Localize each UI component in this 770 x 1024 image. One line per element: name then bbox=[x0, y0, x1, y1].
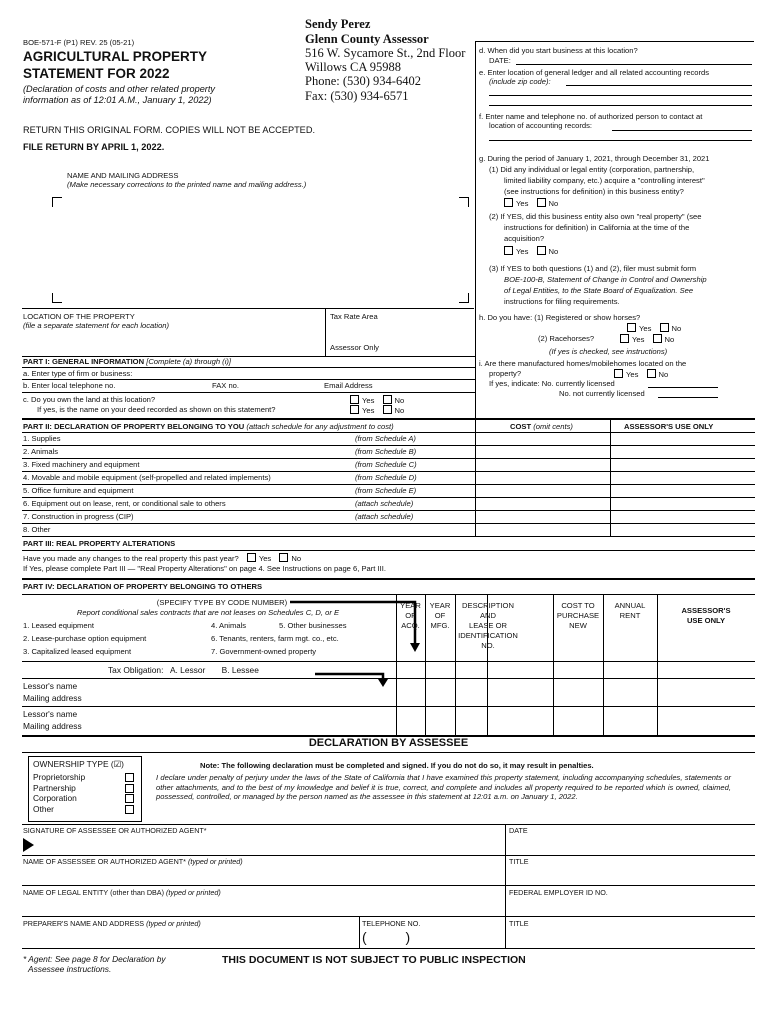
assessor-only-label: Assessor Only bbox=[330, 343, 379, 352]
assessor-phone: Phone: (530) 934-6402 bbox=[305, 74, 421, 88]
col-assessor-header-line: ASSESSOR'S bbox=[681, 606, 731, 615]
part2-item-schedule: (from Schedule D) bbox=[355, 473, 417, 482]
col-year-mfg-header-line: YEAR bbox=[429, 601, 451, 610]
q-e-note: (include zip code): bbox=[489, 77, 551, 86]
col-description-header-line: DESCRIPTION bbox=[462, 601, 514, 610]
part2-item-label: 4. Movable and mobile equipment (self-propelled and related implements) bbox=[23, 473, 271, 482]
return-notice: RETURN THIS ORIGINAL FORM. COPIES WILL NOT BE ACCEPTED. bbox=[23, 125, 316, 135]
part3-title: PART III: REAL PROPERTY ALTERATIONS bbox=[23, 539, 176, 548]
declaration-title: DECLARATION BY ASSESSEE bbox=[308, 737, 469, 749]
mailing-address-2: Mailing address bbox=[23, 721, 82, 731]
assessor-name: Sendy Perez bbox=[305, 17, 371, 31]
location-note: (file a separate statement for each location) bbox=[23, 321, 170, 330]
mailing-note: (Make necessary corrections to the printed name and mailing address.) bbox=[67, 180, 307, 189]
code-6: 6. Tenants, renters, farm mgt. co., etc. bbox=[211, 634, 339, 643]
q-e: e. Enter location of general ledger and all related accounting records bbox=[479, 68, 710, 77]
part2-title-note: (attach schedule for any adjustment to cost) bbox=[246, 422, 394, 431]
lessor-name-2: Lessor's name bbox=[23, 709, 78, 719]
telephone-field[interactable]: ( ) bbox=[362, 929, 411, 945]
col-description-header-line: NO. bbox=[481, 641, 495, 650]
part1-fax: FAX no. bbox=[212, 381, 240, 390]
location-label: LOCATION OF THE PROPERTY bbox=[23, 312, 135, 321]
tax-obligation-label: Tax Obligation: bbox=[108, 665, 164, 675]
col-rent-header-line: ANNUAL bbox=[614, 601, 646, 610]
q-i-4: No. not currently licensed bbox=[559, 389, 645, 398]
declaration-note: Note: The following declaration must be completed and signed. If you do not do so, it may result in penalties. bbox=[200, 761, 594, 770]
ownership-type-option: Corporation bbox=[33, 793, 77, 803]
code-3: 3. Capitalized leased equipment bbox=[23, 647, 132, 656]
part2-item-label: 6. Equipment out on lease, rent, or conditional sale to others bbox=[23, 499, 226, 508]
code-2: 2. Lease-purchase option equipment bbox=[23, 634, 147, 643]
q-f-2: location of accounting records: bbox=[489, 121, 592, 130]
part2-item-label: 3. Fixed machinery and equipment bbox=[23, 460, 140, 469]
q-g3-line4: instructions for filing requirements. bbox=[504, 297, 620, 306]
title-label-2: TITLE bbox=[509, 919, 529, 928]
col-description-header-line: AND bbox=[479, 611, 497, 620]
mailing-address-1: Mailing address bbox=[23, 693, 82, 703]
date-field[interactable] bbox=[509, 836, 749, 854]
part1-c1: c. Do you own the land at this location? bbox=[23, 395, 156, 404]
q-i-2: property? bbox=[489, 369, 522, 378]
q-i-1: i. Are there manufactured homes/mobilehomes located on the bbox=[479, 359, 687, 368]
public-inspection-notice: THIS DOCUMENT IS NOT SUBJECT TO PUBLIC INSPECTION bbox=[222, 954, 526, 966]
q-h2: (2) Racehorses? bbox=[538, 334, 595, 343]
part2-item-label: 2. Animals bbox=[23, 447, 59, 456]
form-title-line1: AGRICULTURAL PROPERTY bbox=[23, 49, 208, 64]
ownership-type-option: Proprietorship bbox=[33, 772, 86, 782]
file-by-notice: FILE RETURN BY APRIL 1, 2022. bbox=[23, 142, 165, 152]
col-description-header-line: LEASE OR bbox=[469, 621, 507, 630]
ownership-type-checkbox[interactable] bbox=[125, 794, 134, 803]
lessor-name-1: Lessor's name bbox=[23, 681, 78, 691]
title-field-2[interactable] bbox=[509, 929, 749, 945]
q-g1-line3: (see instructions for definition) in this business entity? bbox=[504, 187, 684, 196]
col-year-acq-header-line: YEAR bbox=[400, 601, 421, 610]
preparer-field[interactable] bbox=[23, 929, 353, 945]
signature-field[interactable] bbox=[40, 836, 500, 854]
ownership-type-label: OWNERSHIP TYPE (☑) bbox=[33, 759, 124, 769]
part2-item-label: 8. Other bbox=[23, 525, 51, 534]
form-title-line2: STATEMENT FOR 2022 bbox=[23, 66, 170, 81]
q-i-3: If yes, indicate: No. currently licensed bbox=[489, 379, 615, 388]
part2-item-schedule: (from Schedule C) bbox=[355, 460, 417, 469]
assessor-use-header: ASSESSOR'S USE ONLY bbox=[624, 422, 714, 431]
col-cost-header-line: COST TO bbox=[561, 601, 595, 610]
legal-entity-field[interactable] bbox=[23, 898, 501, 914]
col-year-mfg-header-line: MFG. bbox=[430, 621, 450, 630]
q-g3-line3: of Legal Entities, to the State Board of Equalization. See bbox=[504, 286, 694, 295]
q-f-1: f. Enter name and telephone no. of authorized person to contact at bbox=[479, 112, 703, 121]
agent-name-label: NAME OF ASSESSEE OR AUTHORIZED AGENT* bbox=[23, 857, 186, 866]
part2-item-schedule: (from Schedule B) bbox=[355, 447, 417, 456]
q-g: g. During the period of January 1, 2021, through December 31, 2021 bbox=[479, 154, 710, 163]
assessor-office: Glenn County Assessor bbox=[305, 32, 429, 46]
col-assessor-header bbox=[657, 606, 755, 626]
q-g2-line2: instructions for definition) in California at the time of the bbox=[504, 223, 690, 232]
code-1: 1. Leased equipment bbox=[23, 621, 94, 630]
declaration-text: I declare under penalty of perjury under the laws of the State of California that I have examined this property statement, including accompanying schedules, statements or other attachments, and to the best of my knowledge and belief it is true, correct, and complete and includes all property required to be reported which is owned, claimed, possessed, controlled, or managed by the person named as the assessee in this statement at 12:01 a.m. on January 1, 2022. bbox=[156, 773, 731, 802]
agent-note-line2: Assessee instructions. bbox=[28, 964, 112, 974]
agent-note-line1: * Agent: See page 8 for Declaration by bbox=[23, 954, 166, 964]
q-g2-line1: (2) If YES, did this business entity also own "real property" (see bbox=[489, 212, 702, 221]
cost-header: COST bbox=[510, 422, 532, 431]
part2-item-label: 1. Supplies bbox=[23, 434, 61, 443]
mailing-label: NAME AND MAILING ADDRESS bbox=[67, 171, 179, 180]
q-h-note: (If yes is checked, see instructions) bbox=[549, 347, 668, 356]
q-d-date-label: DATE: bbox=[489, 56, 511, 65]
part1-title-note: [Complete (a) through (i)] bbox=[146, 357, 232, 366]
ownership-type-checkbox[interactable] bbox=[125, 773, 134, 782]
cost-header-note: (omit cents) bbox=[533, 422, 573, 431]
q-d: d. When did you start business at this location? bbox=[479, 46, 638, 55]
date-label: DATE bbox=[509, 826, 528, 835]
q-g1-line2: limited liability company, etc.) acquire a "controlling interest" bbox=[504, 176, 705, 185]
arrow-tax-obligation bbox=[315, 674, 383, 680]
tax-obligation-lessee[interactable]: B. Lessee bbox=[221, 665, 259, 675]
sign-here-arrow-icon bbox=[23, 838, 34, 852]
q-h: h. Do you have: (1) Registered or show horses? bbox=[479, 313, 641, 322]
preparer-label: PREPARER'S NAME AND ADDRESS bbox=[23, 919, 145, 928]
col-year-acq-header bbox=[396, 601, 425, 631]
fein-field[interactable] bbox=[509, 898, 749, 914]
code-4: 4. Animals bbox=[211, 621, 247, 630]
part2-item-label: 7. Construction in progress (CIP) bbox=[23, 512, 134, 521]
col-rent-header bbox=[603, 601, 657, 621]
ownership-type-checkbox[interactable] bbox=[125, 805, 134, 814]
part4-title: PART IV: DECLARATION OF PROPERTY BELONGING TO OTHERS bbox=[23, 582, 263, 591]
part2-item-label: 5. Office furniture and equipment bbox=[23, 486, 134, 495]
part1-a: a. Enter type of firm or business: bbox=[23, 369, 133, 378]
assessor-fax: Fax: (530) 934-6571 bbox=[305, 89, 409, 103]
part1-title: PART I: GENERAL INFORMATION bbox=[23, 357, 145, 366]
form-subtitle: (Declaration of costs and other related property information as of 12:01 A.M., January 1, 2022) bbox=[23, 84, 216, 105]
agent-name-field[interactable] bbox=[23, 867, 501, 883]
col-year-mfg-header bbox=[425, 601, 455, 631]
col-cost-header-line: PURCHASE bbox=[556, 611, 600, 620]
part1-b: b. Enter local telephone no. bbox=[23, 381, 116, 390]
assessor-street: 516 W. Sycamore St., 2nd Floor bbox=[305, 46, 466, 60]
fein-label: FEDERAL EMPLOYER ID NO. bbox=[509, 888, 608, 897]
assessor-city: Willows CA 95988 bbox=[305, 60, 402, 74]
arrow-tax-obligation-head bbox=[378, 679, 388, 687]
col-description-header-line: IDENTIFICATION bbox=[458, 631, 518, 640]
part3-note: If Yes, please complete Part III — "Real Property Alterations" on page 4. See Instructions on page 6, Part III. bbox=[23, 564, 386, 573]
col-cost-header-line: NEW bbox=[569, 621, 587, 630]
col-year-acq-header-line: ACQ. bbox=[401, 621, 420, 630]
ownership-type-checkbox[interactable] bbox=[125, 784, 134, 793]
ownership-type-option: Partnership bbox=[33, 782, 76, 793]
col-year-acq-header-line: OF bbox=[405, 611, 416, 620]
part4-specify: (SPECIFY TYPE BY CODE NUMBER) bbox=[156, 598, 288, 607]
part2-item-schedule: (from Schedule A) bbox=[355, 434, 416, 443]
legal-entity-label: NAME OF LEGAL ENTITY (other than DBA) bbox=[23, 888, 164, 897]
part2-item-schedule: (attach schedule) bbox=[355, 512, 414, 521]
q-g3-line2: BOE-100-B, Statement of Change in Control and Ownership bbox=[504, 275, 707, 284]
code-5: 5. Other businesses bbox=[279, 621, 347, 630]
part1-email: Email Address bbox=[324, 381, 373, 390]
tax-obligation-lessor[interactable]: A. Lessor bbox=[169, 665, 206, 675]
q-g2-line3: acquisition? bbox=[504, 234, 545, 243]
signature-label: SIGNATURE OF ASSESSEE OR AUTHORIZED AGENT* bbox=[23, 826, 207, 835]
col-rent-header-line: RENT bbox=[619, 611, 641, 620]
title-field-1[interactable] bbox=[509, 867, 749, 883]
code-7: 7. Government-owned property bbox=[211, 647, 317, 656]
title-label-1: TITLE bbox=[509, 857, 529, 866]
part2-item-schedule: (from Schedule E) bbox=[355, 486, 417, 495]
q-g1-line1: (1) Did any individual or legal entity (corporation, partnership, bbox=[489, 165, 695, 174]
tax-rate-area-label: Tax Rate Area bbox=[330, 312, 378, 321]
part2-title: PART II: DECLARATION OF PROPERTY BELONGING TO YOU bbox=[23, 422, 245, 431]
part4-report: Report conditional sales contracts that are not leases on Schedules C, D, or E bbox=[76, 608, 340, 617]
part1-c2: If yes, is the name on your deed recorded as shown on this statement? bbox=[37, 405, 276, 414]
col-cost-header bbox=[553, 601, 603, 631]
col-year-mfg-header-line: OF bbox=[434, 611, 446, 620]
arrow-code-type-head bbox=[410, 643, 420, 652]
q-g3-line1: (3) If YES to both questions (1) and (2), filer must submit form bbox=[489, 264, 697, 273]
col-assessor-header-line: USE ONLY bbox=[686, 616, 726, 625]
col-description-header bbox=[455, 601, 521, 651]
form-id: BOE-571-F (P1) REV. 25 (05-21) bbox=[23, 38, 135, 47]
telephone-label: TELEPHONE NO. bbox=[362, 919, 421, 928]
part3-question: Have you made any changes to the real property this past year? bbox=[23, 554, 239, 563]
part2-item-schedule: (attach schedule) bbox=[355, 499, 414, 508]
ownership-type-option: Other bbox=[33, 803, 54, 814]
